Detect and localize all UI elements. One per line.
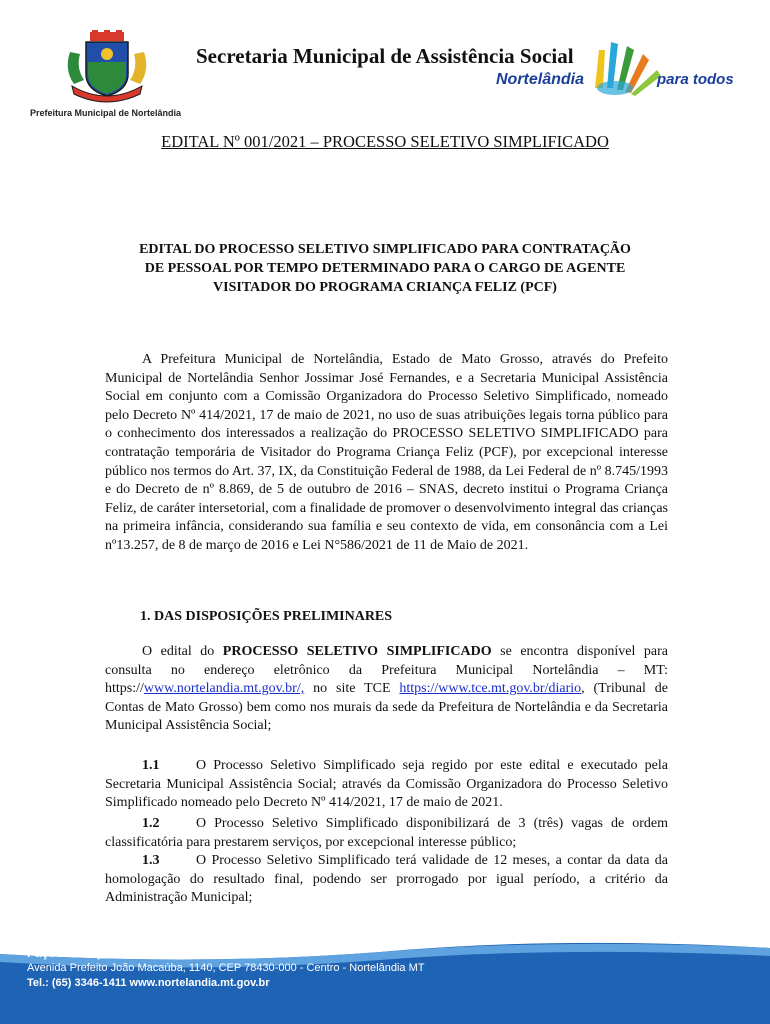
list-item bbox=[105, 852, 668, 908]
text: O edital do bbox=[142, 644, 223, 659]
item-number: 1.2 bbox=[142, 816, 160, 831]
page-header-title: Secretaria Municipal de Assistência Social bbox=[196, 44, 574, 68]
prefeitura-link[interactable]: www.nortelandia.mt.gov.br/, bbox=[143, 681, 305, 697]
item-text: O Processo Seletivo Simplificado seja regido por este edital e executado pela Secretaria Municipal Assistência Social; através da Comissão Organizadora do Processo Seletivo Simplificado nomeado pelo Decreto Nº 414/2021, 17 de maio de 2021. bbox=[105, 758, 668, 811]
municipal-crest-logo bbox=[62, 30, 152, 106]
subject-line: DE PESSOAL POR TEMPO DETERMINADO PARA O CARGO DE AGENTE bbox=[144, 261, 626, 276]
section-heading: 1. DAS DISPOSIÇÕES PRELIMINARES bbox=[140, 609, 393, 624]
item-text: O Processo Seletivo Simplificado disponibilizará de 3 (três) vagas de ordem classificatória para prestarem serviços, por excepcional interesse público; bbox=[105, 816, 668, 850]
prefeitura-label: Prefeitura Municipal de Nortelândia bbox=[30, 108, 182, 118]
item-number: 1.1 bbox=[142, 758, 160, 773]
footer-line: Avenida Prefeito João Macaúba, 1140, CEP 78430-000 - Centro - Nortelândia MT bbox=[27, 962, 425, 974]
text: no site TCE bbox=[304, 681, 400, 697]
text: , (Tribunal de Contas de Mato Grosso) bem como nos murais da sede da Prefeitura de Nortelândia e da Secretaria Municipal Assistência Social; bbox=[105, 681, 668, 734]
brand-nortelandia: Nortelândia bbox=[496, 71, 585, 88]
brand-para-todos: para todos bbox=[657, 71, 734, 88]
footer-line: Paço Municipal Prefeito Pedro Coelho Ormond bbox=[27, 946, 294, 960]
footer-line: Tel.: (65) 3346-1411 www.nortelandia.mt.gov.br bbox=[27, 977, 270, 989]
list-item bbox=[105, 815, 668, 852]
subject-line: EDITAL DO PROCESSO SELETIVO SIMPLIFICADO PARA CONTRATAÇÃO bbox=[139, 242, 631, 257]
subject-line: VISITADOR DO PROGRAMA CRIANÇA FELIZ (PCF) bbox=[213, 280, 557, 295]
intro-paragraph: A Prefeitura Municipal de Nortelândia, Estado de Mato Grosso, através do Prefeito Municipal de Nortelândia Senhor Jossimar José Fernandes, e a Secretaria Municipal Assistência Social em conjunto com a Comissão Organizadora do Processo Seletivo Simplificado, nomeado pelo Decreto Nº 414/2021, 17 de maio de 2021, no uso de suas atribuições legais torna público para o conhecimento dos interessados a realização do PROCESSO SELETIVO SIMPLIFICADO para contratação temporária de Visitador do Programa Criança Feliz (PCF), por excepcional interesse público nos termos do Art. 37, IX, da Constituição Federal de 1988, da Lei Federal de nº 8.745/1993 e do Decreto de nº 8.869, de 5 de outubro de 2016 – SNAS, decreto institui o Programa Criança Feliz, de caráter intersetorial, com a finalidade de promover o desenvolvimento integral das crianças na primeira infância, considerando sua família e seu contexto de vida, em consonância com a Lei nº13.257, de 8 de março de 2016 e Lei N°586/2021 de 11 de Maio de 2021. bbox=[105, 352, 668, 553]
edital-subject bbox=[100, 240, 670, 297]
availability-paragraph bbox=[105, 643, 668, 736]
list-item bbox=[105, 757, 668, 813]
bold-text: PROCESSO SELETIVO SIMPLIFICADO bbox=[222, 644, 492, 659]
page-footer bbox=[0, 934, 770, 1024]
hands-brand-logo bbox=[585, 38, 665, 96]
tce-diario-link[interactable]: https://www.tce.mt.gov.br/diario bbox=[399, 681, 582, 697]
edital-title: EDITAL Nº 001/2021 – PROCESSO SELETIVO SIMPLIFICADO bbox=[161, 132, 609, 151]
text: se encontra disponível para consulta no endereço eletrônico da Prefeitura Municipal Nortelândia – MT: https:// bbox=[105, 644, 668, 697]
item-text: O Processo Seletivo Simplificado terá validade de 12 meses, a contar da data da homologação do resultado final, podendo ser prorrogado por igual período, a critério da Administração Municipal; bbox=[105, 853, 668, 906]
item-number: 1.3 bbox=[142, 853, 160, 868]
